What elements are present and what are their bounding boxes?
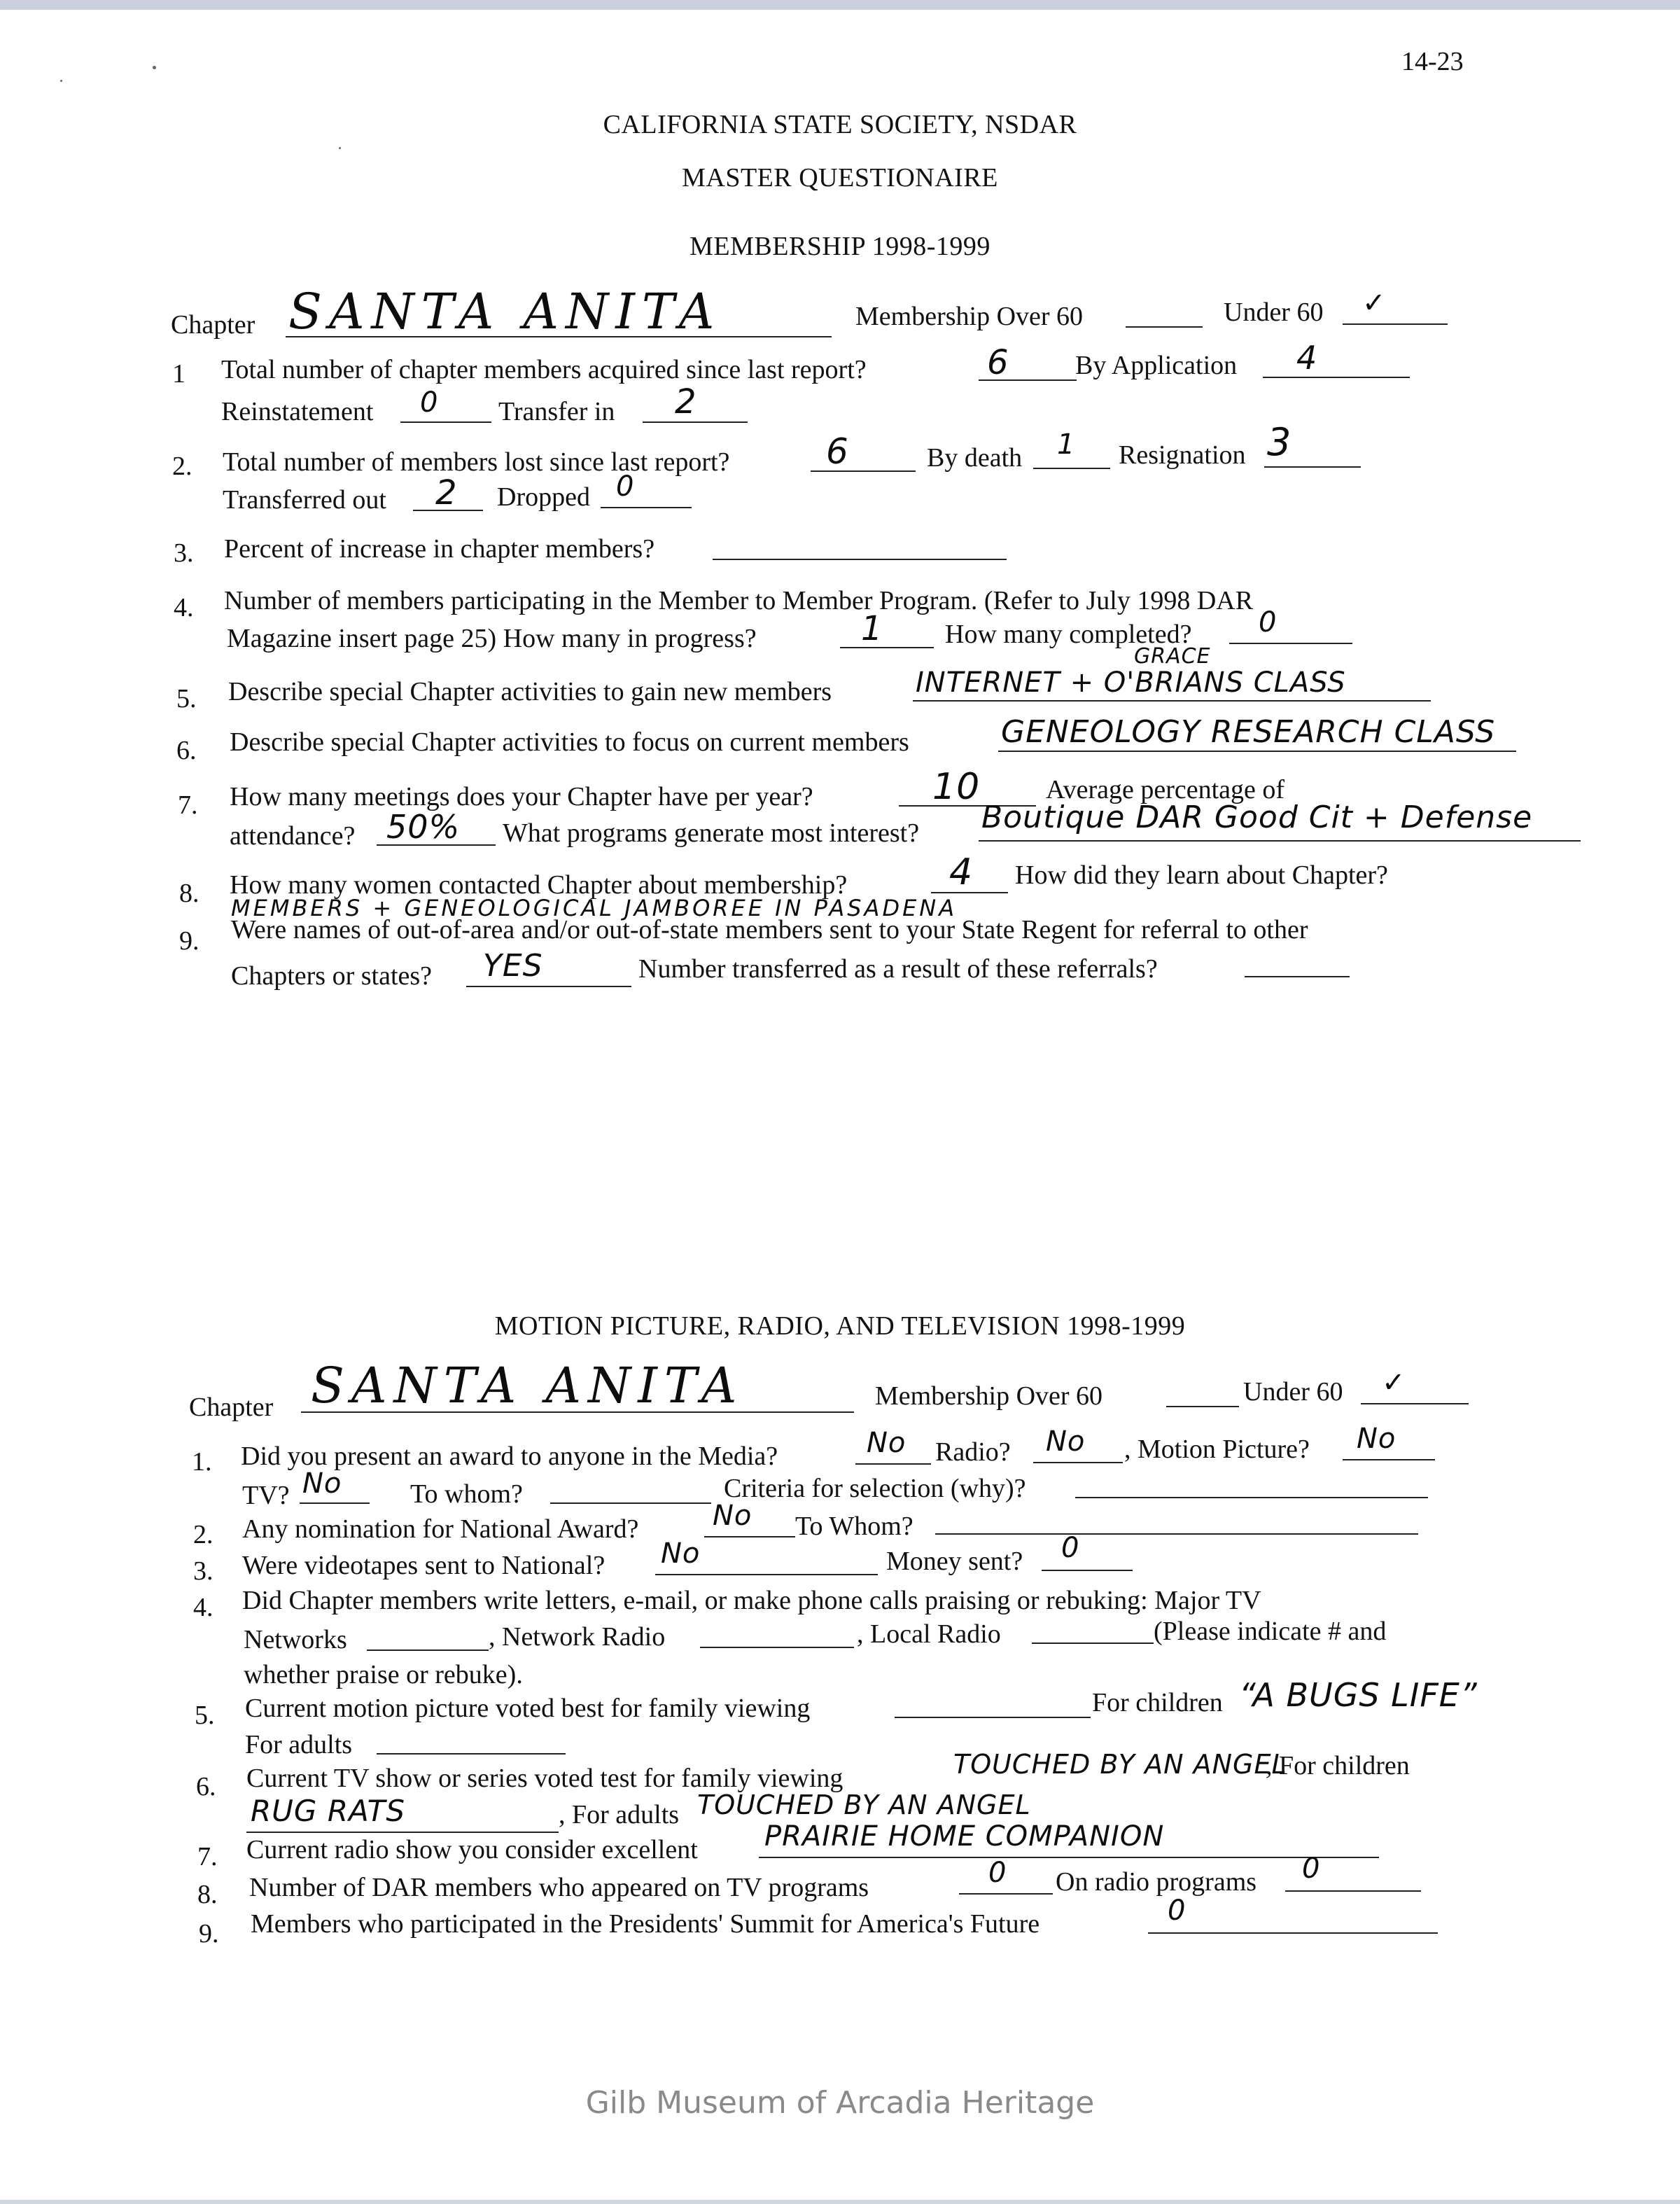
under60-label: Under 60: [1224, 298, 1324, 327]
q3-line[interactable]: [713, 559, 1007, 560]
media-q7-answer[interactable]: PRAIRIE HOME COMPANION: [764, 1820, 1165, 1853]
q1-number: 1: [172, 359, 186, 389]
networks-label: Networks: [244, 1625, 347, 1654]
q7-text: How many meetings does your Chapter have per year?: [230, 782, 813, 811]
q2-answer[interactable]: 6: [826, 431, 849, 472]
media-over60-line[interactable]: [1166, 1406, 1239, 1407]
attendance-label: attendance?: [230, 821, 356, 851]
scan-speck: [153, 66, 156, 69]
attendance-value[interactable]: 50%: [386, 808, 461, 846]
media-q1-answer[interactable]: No: [867, 1427, 906, 1459]
transferred-out-label: Transferred out: [223, 485, 386, 515]
criteria-line[interactable]: [1075, 1497, 1428, 1498]
radio-value[interactable]: No: [1046, 1425, 1086, 1458]
transferred-out-value[interactable]: 2: [435, 473, 458, 512]
scan-speck: [60, 80, 62, 82]
media-q6-number: 6.: [196, 1772, 216, 1801]
scan-speck: [339, 147, 341, 149]
page-number: 14-23: [1401, 47, 1464, 76]
media-q7-text: Current radio show you consider excellent: [246, 1835, 698, 1864]
transfer-in-line: [643, 421, 748, 423]
q3-text: Percent of increase in chapter members?: [224, 534, 655, 564]
q8-number: 8.: [179, 879, 200, 908]
network-radio-line[interactable]: [700, 1647, 854, 1648]
radio-programs-value[interactable]: 0: [1302, 1853, 1321, 1885]
money-sent-line: [1042, 1570, 1133, 1571]
media-q3-number: 3.: [193, 1556, 214, 1586]
q5-answer[interactable]: INTERNET + O'BRIANS CLASS: [916, 667, 1346, 699]
resignation-value[interactable]: 3: [1267, 420, 1292, 464]
radio-programs-line: [1285, 1890, 1421, 1892]
resignation-line: [1264, 466, 1361, 468]
transfer-in-value[interactable]: 2: [675, 382, 697, 421]
indicate-label: (Please indicate # and: [1154, 1617, 1387, 1646]
for-children-label: For children: [1092, 1688, 1223, 1717]
network-radio-label: , Network Radio: [489, 1622, 666, 1652]
media-q3-answer[interactable]: No: [661, 1537, 701, 1570]
chapter-label: Chapter: [171, 310, 255, 340]
media-q8-number: 8.: [197, 1880, 218, 1909]
learn-label: How did they learn about Chapter?: [1015, 860, 1388, 890]
q4-line1: Number of members participating in the Member to Member Program. (Refer to July 1998 DAR: [224, 586, 1254, 615]
under60-line: [1343, 323, 1448, 325]
media-q1-text: Did you present an award to anyone in the Media?: [241, 1442, 778, 1471]
q5-number: 5.: [176, 684, 197, 713]
media-q5-number: 5.: [195, 1701, 215, 1730]
media-q4-number: 4.: [193, 1593, 214, 1622]
under60-value[interactable]: ✓: [1362, 287, 1387, 319]
q4-completed-line: [1229, 643, 1352, 644]
referrals-line[interactable]: [1245, 976, 1350, 977]
by-application-line: [1263, 377, 1410, 378]
media-under60-value[interactable]: ✓: [1382, 1367, 1406, 1399]
tv-children-value[interactable]: RUG RATS: [251, 1794, 405, 1828]
q3-number: 3.: [174, 538, 194, 568]
for-adults-line[interactable]: [377, 1753, 566, 1755]
scan-top-edge: [0, 0, 1680, 10]
q4-completed-value[interactable]: 0: [1259, 606, 1278, 639]
q6-line: [998, 751, 1516, 752]
q9-number: 9.: [179, 926, 200, 956]
local-radio-line[interactable]: [1032, 1642, 1154, 1644]
media-title: MOTION PICTURE, RADIO, AND TELEVISION 1998-1999: [494, 1311, 1186, 1341]
media-q8-tv-value[interactable]: 0: [988, 1857, 1007, 1889]
media-q3-text: Were videotapes sent to National?: [242, 1551, 606, 1580]
national-whom-line[interactable]: [935, 1533, 1418, 1535]
media-q2-number: 2.: [193, 1520, 214, 1549]
resignation-label: Resignation: [1119, 440, 1246, 470]
q7-answer[interactable]: 10: [932, 766, 981, 808]
q6-number: 6.: [176, 736, 197, 765]
media-q7-number: 7.: [197, 1842, 218, 1871]
media-q7-line: [759, 1857, 1379, 1858]
learn-value[interactable]: MEMBERS + GENEOLOGICAL JAMBOREE IN PASADENA: [231, 895, 958, 921]
society-heading: CALIFORNIA STATE SOCIETY, NSDAR: [603, 110, 1077, 139]
form-title: MASTER QUESTIONAIRE: [682, 163, 998, 193]
q7-number: 7.: [178, 790, 198, 820]
radio-line: [1033, 1462, 1123, 1463]
scan-bottom-edge: [0, 2200, 1680, 2204]
national-whom-label: To Whom?: [795, 1512, 913, 1541]
q9-answer[interactable]: YES: [483, 948, 543, 984]
radio-programs-label: On radio programs: [1056, 1867, 1257, 1897]
q8-answer[interactable]: 4: [949, 851, 974, 893]
q4-completed-label: How many completed?: [945, 620, 1192, 649]
to-whom-label: To whom?: [410, 1479, 523, 1509]
q9-line1: Were names of out-of-area and/or out-of-state members sent to your State Regent for referral to other: [231, 915, 1308, 944]
media-q9-answer[interactable]: 0: [1168, 1895, 1186, 1927]
media-q9-line: [1148, 1932, 1438, 1934]
over60-label: Membership Over 60: [855, 302, 1084, 331]
q1-text: Total number of chapter members acquired since last report?: [221, 355, 867, 384]
q6-answer[interactable]: GENEOLOGY RESEARCH CLASS: [1001, 714, 1496, 750]
tv-children-label: , For children: [1266, 1751, 1410, 1780]
media-q9-number: 9.: [199, 1919, 219, 1948]
by-death-line: [1033, 468, 1110, 469]
to-whom-line[interactable]: [550, 1502, 711, 1504]
by-death-label: By death: [927, 443, 1023, 473]
reinstatement-line: [400, 421, 491, 423]
media-over60-label: Membership Over 60: [875, 1381, 1103, 1411]
tv-label: TV?: [242, 1481, 290, 1510]
q1-answer[interactable]: 6: [987, 343, 1009, 382]
radio-label: Radio?: [935, 1437, 1011, 1467]
media-chapter-label: Chapter: [189, 1393, 274, 1422]
referrals-label: Number transferred as a result of these referrals?: [638, 954, 1158, 984]
tv-adults-value[interactable]: TOUCHED BY AN ANGEL: [697, 1790, 1031, 1820]
media-q6-answer[interactable]: TOUCHED BY AN ANGEL: [953, 1749, 1287, 1780]
programs-value[interactable]: Boutique DAR Good Cit + Defense: [981, 800, 1533, 835]
by-application-label: By Application: [1075, 351, 1238, 380]
by-death-value[interactable]: 1: [1057, 428, 1076, 461]
media-q2-line: [704, 1536, 795, 1537]
avg-percentage-label: Average percentage of: [1046, 775, 1285, 804]
q4-progress-line: [840, 647, 934, 648]
q2-number: 2.: [172, 452, 192, 481]
q4-progress-value[interactable]: 1: [861, 609, 883, 648]
media-under60-line: [1361, 1403, 1469, 1404]
motion-picture-line: [1343, 1459, 1435, 1460]
media-q1-number: 1.: [192, 1447, 212, 1477]
media-q4-line3: whether praise or rebuke).: [244, 1660, 523, 1689]
q5-answer-note: GRACE: [1134, 644, 1211, 669]
membership-title: MEMBERSHIP 1998-1999: [690, 232, 990, 261]
over60-line[interactable]: [1126, 326, 1203, 328]
money-sent-value[interactable]: 0: [1061, 1532, 1080, 1564]
media-q8-text: Number of DAR members who appeared on TV programs: [249, 1873, 869, 1902]
footer-credit: Gilb Museum of Arcadia Heritage: [585, 2085, 1095, 2121]
dropped-line: [601, 507, 692, 508]
q4-number: 4.: [174, 593, 194, 622]
tv-line: [300, 1502, 370, 1504]
dropped-value[interactable]: 0: [616, 470, 635, 503]
networks-line[interactable]: [367, 1649, 489, 1651]
q5-line: [913, 700, 1431, 702]
media-q2-answer[interactable]: No: [713, 1500, 752, 1532]
q2-text: Total number of members lost since last report?: [223, 447, 730, 477]
q9-line2: Chapters or states?: [231, 961, 433, 991]
dropped-label: Dropped: [497, 482, 590, 512]
q6-text: Describe special Chapter activities to focus on current members: [230, 727, 909, 757]
money-sent-label: Money sent?: [886, 1547, 1023, 1576]
media-q6-text: Current TV show or series voted test for family viewing: [246, 1764, 844, 1793]
media-q3-line: [655, 1574, 878, 1575]
media-q1-line: [855, 1463, 931, 1465]
by-application-value[interactable]: 4: [1296, 339, 1318, 377]
criteria-label: Criteria for selection (why)?: [724, 1474, 1026, 1503]
programs-line: [979, 840, 1581, 842]
tv-children-line: [246, 1832, 559, 1833]
tv-adults-label: , For adults: [559, 1800, 680, 1829]
q4-line2: Magazine insert page 25) How many in progress?: [227, 624, 757, 653]
media-q8-line: [959, 1893, 1053, 1895]
media-q9-text: Members who participated in the Presidents' Summit for America's Future: [251, 1909, 1040, 1939]
motion-picture-value[interactable]: No: [1357, 1423, 1396, 1455]
reinstatement-value[interactable]: 0: [420, 386, 439, 419]
media-q2-text: Any nomination for National Award?: [242, 1514, 639, 1544]
media-under60-label: Under 60: [1243, 1377, 1343, 1407]
q5-text: Describe special Chapter activities to gain new members: [228, 677, 832, 706]
chapter-value[interactable]: SANTA ANITA: [288, 283, 722, 340]
programs-label: What programs generate most interest?: [503, 818, 920, 848]
transfer-in-label: Transfer in: [498, 397, 615, 426]
reinstatement-label: Reinstatement: [221, 397, 374, 426]
q8-text: How many women contacted Chapter about membership?: [230, 870, 848, 900]
media-q5-text: Current motion picture voted best for family viewing: [245, 1694, 811, 1723]
for-children-value[interactable]: “A BUGS LIFE”: [1239, 1676, 1478, 1714]
local-radio-label: , Local Radio: [857, 1619, 1001, 1649]
media-q4-line1: Did Chapter members write letters, e-mail, or make phone calls praising or rebuking: Major TV: [242, 1586, 1261, 1615]
media-q5-line[interactable]: [895, 1717, 1091, 1718]
for-adults-label: For adults: [245, 1730, 353, 1759]
tv-value[interactable]: No: [302, 1467, 342, 1500]
motion-picture-label: , Motion Picture?: [1124, 1435, 1310, 1464]
media-chapter-value[interactable]: SANTA ANITA: [311, 1357, 744, 1414]
q9-line: [466, 986, 631, 987]
